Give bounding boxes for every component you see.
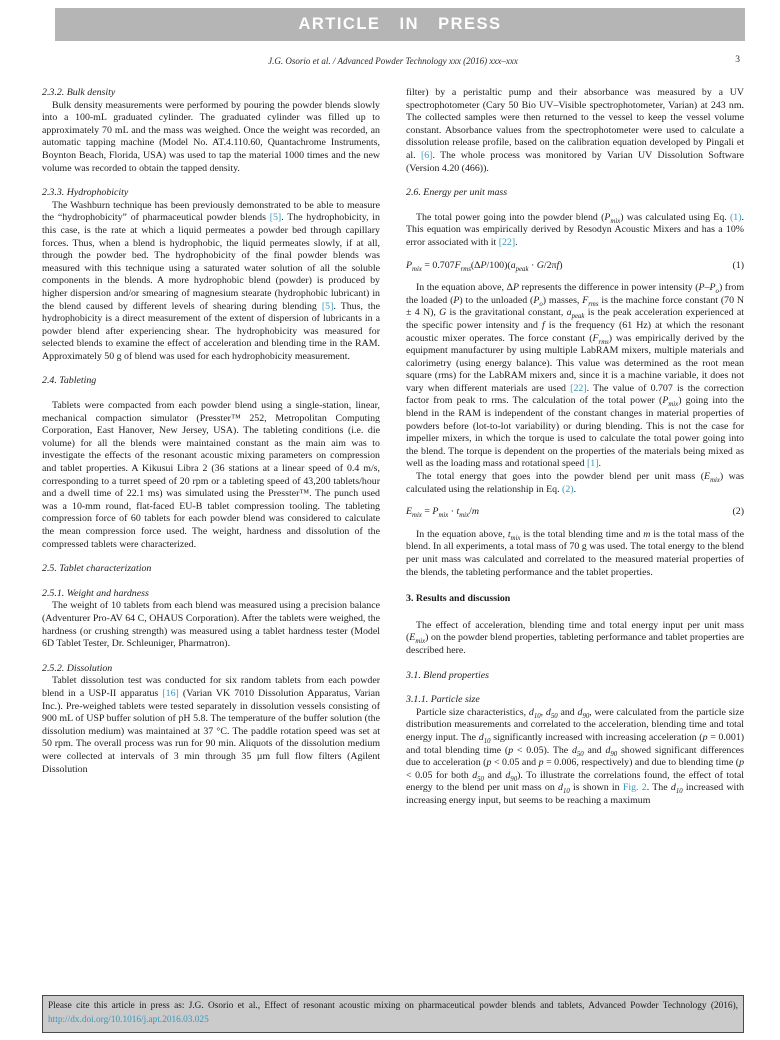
math-variable: d [505, 769, 511, 781]
math-variable: P [709, 282, 716, 294]
math-variable: a [566, 307, 572, 319]
paragraph: The total power going into the powder blend $(P_{mix})$ was calculated using Eq. (1). This equation was empirically derived by Resodyn Acoustic Mixers and has a 10% error associated with it [22]. [406, 211, 744, 248]
section-heading: 2.5.1. Weight and hardness [42, 587, 149, 599]
article-body [42, 87, 744, 990]
equation-number: (2) [732, 506, 744, 518]
section-heading: 3.1.1. Particle size [406, 694, 480, 706]
subscript: 10 [483, 737, 491, 745]
running-head-citation: J.G. Osorio et al. / Advanced Powder Technology xxx (2016) xxx–xxx [268, 56, 518, 66]
math-variable: p [486, 757, 492, 769]
subscript: peak [515, 265, 529, 273]
paragraph: In the equation above, ΔP represents the difference in power intensity $(P-P_o)$ from the loaded (P) to the unloaded $(P_o)$ masses, $F_{rms}$ is the machine force constant (70 N ± 4 N), G is the gravitational constant, $a_{peak}$ is the peak acceleration experienced at the specific power intensity and f is the frequency (61 Hz) at which the resonant acoustic mixer operates. The force constant $(F_{rms})$ was empirically derived by the equipment manufacturer by using multiple LabRAM mixers, multiple materials and calorimetry (using energy balance). This value was determined as the root mean square (rms) for the LabRAM mixers and, since it is a machine variable, it does not vary when different materials are used [22]. The value of 0.707 is the correction factor from peak to rms. The calculation of the total power $(P_{mix})$ going into the blend in the RAM is independent of the constant changes in material properties of powders before (lot-to-lot variability) or during blending. This is not the case for impeller mixers, in which the torque is used to calculate the total power going into the blend. The torque is dependent on the properties of the materials being mixed as well as the loading mass and rotational speed [1]. [406, 282, 744, 470]
math-variable: E [406, 506, 413, 518]
subscript: mix [610, 217, 621, 225]
subscript: mix [438, 512, 449, 520]
section-heading: 2.5. Tablet characterization [42, 563, 152, 575]
reference-link[interactable]: [6] [420, 149, 433, 161]
reference-link[interactable]: (1) [730, 211, 742, 223]
subscript: mix [412, 265, 422, 273]
paragraph: Tablets were compacted from each powder blend using a single-station, linear, mechanical compaction simulator (Presster™ 252, Metropolitan Computing Corporation, East Hanover, New Jersey, USA). The tableting conditions (i.e. die volume) for all the blends were maintained constant as the main aim was to investigate the effects of the resonant acoustic mixing parameters on compression and tablet properties. A Kikusui Libra 2 (36 stations at a linear speed of 0.4 m/s, corresponding to a turret speed of 20 rpm or a tableting speed of 43,200 tablets/hour and a dwell time of 22.1 ms) was simulated using the Presster™. The punch used was a 10-mm round, flat-faced EU-B tablet compression tooling. The tableting compression force of 60 tablets for each powder blend was considered to calculate the mean compression force used. The weight, hardness and dissolution of the compressed tablets were characterized. [42, 400, 380, 550]
math-variable: G [439, 307, 447, 319]
section-heading: 2.6. Energy per unit mass [406, 187, 508, 199]
page-number: 3 [735, 55, 740, 65]
math-variable: p [508, 744, 514, 756]
math-variable: d [545, 706, 551, 718]
math-variable: m [643, 528, 651, 540]
math-variable: d [558, 782, 563, 794]
subscript: mix [510, 534, 521, 542]
reference-link[interactable]: [5] [321, 300, 334, 312]
math-variable: G [536, 259, 544, 271]
subscript: rms [588, 300, 599, 308]
math-variable: t [456, 506, 460, 518]
equation [406, 260, 744, 273]
equation [406, 506, 744, 519]
subscript: mix [412, 512, 422, 520]
subscript: rms [460, 265, 471, 273]
equation-body: $P_{mix} = 0.707F_{rms}(\Delta P/100)(a_{peak} \cdot G/2\pi f)$ [406, 259, 563, 273]
subscript: mix [415, 638, 426, 646]
subscript: o [715, 288, 719, 296]
banner-label: ARTICLE IN PRESS [298, 15, 502, 33]
math-variable: p [538, 757, 544, 769]
reference-link[interactable]: [16] [162, 687, 179, 699]
math-variable: F [582, 294, 589, 306]
math-variable: P [698, 282, 705, 294]
doi-link[interactable]: http://dx.doi.org/10.1016/j.apt.2016.03.025 [48, 1014, 209, 1025]
reference-link[interactable]: [22] [570, 382, 587, 394]
math-variable: d [472, 769, 478, 781]
math-variable: P [604, 211, 611, 223]
subscript: 10 [675, 788, 683, 796]
math-variable: f [556, 259, 560, 271]
reference-link[interactable]: [22] [498, 236, 516, 248]
math-variable: P [453, 294, 460, 306]
math-variable: d [478, 731, 484, 743]
math-variable: d [571, 744, 577, 756]
math-variable: m [471, 506, 479, 518]
math-variable: f [541, 319, 545, 331]
subscript: 10 [533, 712, 541, 720]
math-variable: P [662, 395, 669, 407]
subscript: 50 [477, 775, 484, 783]
subscript: o [539, 300, 543, 308]
math-variable: d [605, 744, 611, 756]
math-variable: P [432, 506, 439, 518]
paragraph: The weight of 10 tablets from each blend was measured using a precision balance (Adventurer Pro-AV 64 C, OHAUS Corporation). After the tablets were weighed, the hardness (or crushing strength) was measured using a tablet hardness tester (Model 6D Tablet Tester, Dr. Schleuniger, Pharmatron). [42, 600, 380, 650]
section-heading: 2.4. Tableting [42, 375, 97, 387]
right-column [406, 87, 744, 990]
reference-link[interactable]: [5] [269, 212, 282, 224]
subscript: mix [710, 477, 720, 484]
reference-link[interactable]: (2) [562, 483, 574, 495]
paragraph: filter) by a peristaltic pump and their absorbance was measured by a UV spectrophotometer (Cary 50 Bio UV–Visible spectrophotometer, Varian) at 243 nm. The collected samples were then returned to the vessel to keep the vessel volume constant. Absorbance values from the spectrophotometer were used to calculate a dissolution release profile, based on the calibration equation developed by Pingali et al. [6]. The whole process was monitored by Varian UV Dissolution Software (Version 4.20 (466)). [406, 87, 744, 174]
left-column [42, 87, 380, 990]
subscript: 90 [510, 775, 518, 783]
section-heading: 2.3.3. Hydrophobicity [42, 187, 129, 199]
math-variable: P [533, 294, 540, 306]
subscript: 50 [550, 712, 558, 720]
reference-link[interactable]: [1] [587, 458, 599, 470]
paragraph: The Washburn technique has been previously demonstrated to be able to measure the “hydrophobicity” of pharmaceutical powder blends [5]. The hydrophobicity, in this case, is the rate at which a liquid permeates a powder bed through capillary forces. Thus, when a blend is hydrophobic, the liquid permeates slowly, if at all, through the powder bed. The hydrophobicity of the final powder blends was measured with this technique using a saturated water solution of all the soluble components in the blends. A more hydrophobic blend (powder) is produced by higher dispersion and/or smearing of magnesium stearate (hydrophobic lubricant) in the blend caused by different levels of shearing during blending [5]. Thus, the hydrophobicity is a direct measurement of the extent of dispersion of lubricants in a powder blend after experiencing shear. The hydrophobicity was measured for selected blends to examine the effect of acceleration and blending time in the RAM. Approximately 50 g of blend was used for each hydrophobicity measurement. [42, 199, 380, 362]
math-variable: d [528, 706, 534, 718]
citation-box [42, 995, 744, 1033]
section-heading: 3. Results and discussion [406, 593, 511, 605]
subscript: mix [459, 512, 470, 520]
math-variable: F [592, 332, 599, 344]
section-heading: 2.3.2. Bulk density [42, 87, 116, 98]
paragraph: Tablet dissolution test was conducted for six random tablets from each powder blend in a USP-II apparatus [16] (Varian VK 7010 Dissolution Apparatus, Varian Inc.). Pre-weighed tablets were tested separately in dissolution vessels consisting of 900 mL of USP buffer solution of pH 5.8. The temperature of the buffer solution (the dissolution medium) was maintained at 37 °C. The paddle rotation speed was set at 50 rpm. The overall process was run for 90 min. Aliquots of the dissolution medium were collected at intervals of 3 min through 35 µm full flow filters (Agilent Dissolution [42, 675, 380, 775]
running-head [42, 56, 744, 66]
math-variable: a [510, 259, 516, 271]
section-heading: 2.5.2. Dissolution [42, 662, 113, 674]
equation-number: (1) [732, 259, 744, 271]
math-variable: P [480, 259, 487, 271]
math-variable: d [577, 706, 583, 718]
math-variable: t [507, 528, 511, 540]
math-variable: E [409, 632, 416, 644]
article-in-press-banner [55, 8, 745, 41]
paragraph: The total energy that goes into the powder blend per unit mass $(E_{mix})$ was calculated using the relationship in Eq. (2). [406, 471, 744, 495]
math-variable: p [702, 731, 708, 743]
subscript: peak [571, 313, 585, 321]
citation-text: Please cite this article in press as: J.G. Osorio et al., Effect of resonant acoustic mixing on pharmaceutical powder blends and tablets, Advanced Powder Technology (2016), [48, 1001, 738, 1011]
subscript: 50 [576, 750, 584, 758]
paragraph: In the equation above, $t_{mix}$ is the total blending time and m is the total mass of the blend. In all experiments, a total mass of 70 g was used. The total energy to the blend per unit mass was calculated and correlated to the measured material properties of the blends, the tableting performance and the tablet properties. [406, 528, 744, 578]
subscript: mix [668, 401, 679, 409]
math-variable: p [739, 757, 744, 769]
subscript: 90 [610, 750, 618, 758]
reference-link[interactable]: Fig. 2 [622, 782, 647, 794]
subscript: 10 [562, 788, 570, 796]
paragraph: Particle size characteristics, $d_{10}$, $d_{50}$ and $d_{90}$, were calculated from the particle size distribution measurements and correlated to the acceleration, blending time and total energy input. The $d_{10}$ significantly increased with increasing acceleration (p = 0.001) and total blending time (p < 0.05). The $d_{50}$ and $d_{90}$ showed significant differences due to acceleration (p < 0.05 and p = 0.006, respectively) and due to blending time (p < 0.05 for both $d_{50}$ and $d_{90}$). To illustrate the correlations found, the effect of total energy to the blend per unit mass on $d_{10}$ is shown in Fig. 2. The $d_{10}$ increased with increasing energy input, but seems to be reaching a maximum [406, 706, 744, 806]
subscript: rms [598, 338, 609, 346]
paragraph: The effect of acceleration, blending time and total energy input per unit mass $(E_{mix})$ on the powder blend properties, tableting performance and tablet properties are described here. [406, 619, 744, 656]
equation-body: $E_{mix} = P_{mix} \cdot t_{mix}/m$ [406, 506, 479, 520]
subscript: 90 [582, 712, 590, 720]
math-variable: d [670, 782, 676, 794]
math-variable: P [512, 282, 519, 294]
math-variable: E [704, 471, 711, 483]
math-variable: P [406, 259, 413, 271]
math-variable: F [454, 259, 461, 271]
paragraph: Bulk density measurements were performed by pouring the powder blends slowly into a 100-mL graduated cylinder. The graduated cylinder was filled up to approximately 70 mL and the mass was weighed. Once the weight was recorded, an automatic tapping machine (Model No. AT.4.110.60, Quantachrome Instruments, Boynton Beach, Florida, USA) was used to tap the material 1000 times and the new volume was recorded to obtain the tapped density. [42, 99, 380, 174]
section-heading: 3.1. Blend properties [406, 669, 490, 681]
